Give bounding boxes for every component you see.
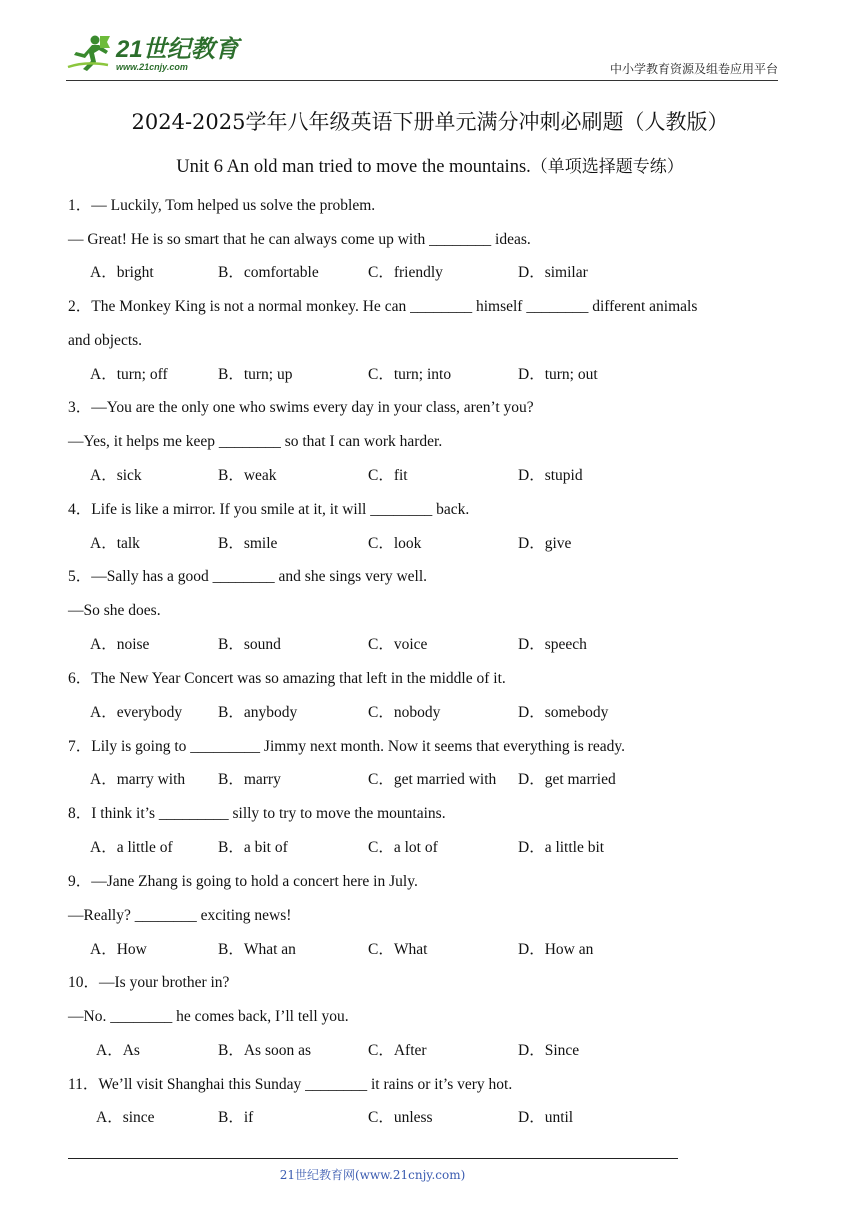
question-5-line-2: —So she does. xyxy=(68,602,161,619)
question-9-option-c[interactable]: C．What xyxy=(368,941,428,958)
question-1-option-a[interactable]: A．bright xyxy=(90,264,154,281)
question-6-option-a[interactable]: A．everybody xyxy=(90,704,183,721)
page-title: 2024-2025学年八年级英语下册单元满分冲刺必刷题（人教版） xyxy=(131,110,729,134)
question-1-option-b[interactable]: B．comfortable xyxy=(218,264,319,281)
question-5-option-b[interactable]: B．sound xyxy=(218,636,281,653)
page-subtitle xyxy=(0,152,860,178)
question-9-option-d[interactable]: D．How an xyxy=(518,941,594,958)
footer-divider xyxy=(68,1158,678,1159)
question-3-option-d[interactable]: D．stupid xyxy=(518,467,583,484)
question-5-option-d[interactable]: D．speech xyxy=(518,636,587,653)
question-8-option-b[interactable]: B．a bit of xyxy=(218,839,288,856)
question-11-option-a[interactable]: A．since xyxy=(96,1109,155,1126)
footer-text: 21世纪教育网(www.21cnjy.com) xyxy=(279,1168,466,1182)
question-8-line-1: 8．I think it’s _________ silly to try to move the mountains. xyxy=(68,805,446,822)
question-7-option-c[interactable]: C．get married with xyxy=(368,771,497,788)
question-8-option-d[interactable]: D．a little bit xyxy=(518,839,605,856)
question-2-line-2: and objects. xyxy=(68,332,143,349)
question-3-line-1: 3．—You are the only one who swims every day in your class, aren’t you? xyxy=(68,399,534,416)
header-platform-text: 中小学教育资源及组卷应用平台 xyxy=(609,62,778,76)
question-2-options xyxy=(0,365,860,385)
question-9-line-2: —Really? ________ exciting news! xyxy=(68,907,292,924)
question-7-option-a[interactable]: A．marry with xyxy=(90,771,186,788)
question-2-option-a[interactable]: A．turn; off xyxy=(90,366,168,383)
question-3-options xyxy=(0,466,860,486)
question-11-line-1: 11．We’ll visit Shanghai this Sunday ________ it rains or it’s very hot. xyxy=(68,1076,513,1093)
question-6-option-b[interactable]: B．anybody xyxy=(218,704,298,721)
question-11-option-c[interactable]: C．unless xyxy=(368,1109,433,1126)
question-6-option-c[interactable]: C．nobody xyxy=(368,704,441,721)
question-10-option-c[interactable]: C．After xyxy=(368,1042,427,1059)
question-10-option-b[interactable]: B．As soon as xyxy=(218,1042,312,1059)
question-4-option-d[interactable]: D．give xyxy=(518,535,572,552)
question-11-options xyxy=(0,1108,860,1128)
question-10-options xyxy=(0,1041,860,1061)
question-2-option-b[interactable]: B．turn; up xyxy=(218,366,293,383)
question-9-option-b[interactable]: B．What an xyxy=(218,941,296,958)
question-11-option-d[interactable]: D．until xyxy=(518,1109,574,1126)
question-7-line-1: 7．Lily is going to _________ Jimmy next month. Now it seems that everything is ready. xyxy=(68,738,625,755)
question-4-option-c[interactable]: C．look xyxy=(368,535,422,552)
question-5-line-1: 5．—Sally has a good ________ and she sings very well. xyxy=(68,568,428,585)
question-3-option-b[interactable]: B．weak xyxy=(218,467,277,484)
question-1-line-1: 1．— Luckily, Tom helped us solve the problem. xyxy=(68,197,376,214)
question-8-option-a[interactable]: A．a little of xyxy=(90,839,173,856)
question-10-option-a[interactable]: A．As xyxy=(96,1042,140,1059)
question-9-line-1: 9．—Jane Zhang is going to hold a concert here in July. xyxy=(68,873,418,890)
question-10-line-1: 10．—Is your brother in? xyxy=(68,974,230,991)
question-4-line-1: 4．Life is like a mirror. If you smile at it, it will ________ back. xyxy=(68,501,470,518)
question-3-option-a[interactable]: A．sick xyxy=(90,467,142,484)
question-7-options xyxy=(0,770,860,790)
question-4-options xyxy=(0,534,860,554)
subtitle-english: Unit 6 An old man tried to move the mountains. xyxy=(176,157,531,177)
question-8-option-c[interactable]: C．a lot of xyxy=(368,839,438,856)
logo-brand: 21世纪教育 xyxy=(116,36,239,63)
question-1-option-c[interactable]: C．friendly xyxy=(368,264,443,281)
question-1-options xyxy=(0,263,860,283)
question-1-option-d[interactable]: D．similar xyxy=(518,264,588,281)
question-4-option-b[interactable]: B．smile xyxy=(218,535,278,552)
question-6-options xyxy=(0,703,860,723)
question-4-option-a[interactable]: A．talk xyxy=(90,535,140,552)
question-6-line-1: 6．The New Year Concert was so amazing that left in the middle of it. xyxy=(68,670,506,687)
question-7-option-d[interactable]: D．get married xyxy=(518,771,616,788)
question-5-options xyxy=(0,635,860,655)
question-9-option-a[interactable]: A．How xyxy=(90,941,147,958)
question-9-options xyxy=(0,940,860,960)
logo xyxy=(66,34,239,72)
subtitle-chinese: （单项选择题专练） xyxy=(530,157,684,177)
question-11-option-b[interactable]: B．if xyxy=(218,1109,254,1126)
question-3-option-c[interactable]: C．fit xyxy=(368,467,408,484)
runner-logo-icon xyxy=(66,34,112,72)
question-5-option-c[interactable]: C．voice xyxy=(368,636,428,653)
question-7-option-b[interactable]: B．marry xyxy=(218,771,281,788)
question-8-options xyxy=(0,838,860,858)
question-1-line-2: — Great! He is so smart that he can always come up with ________ ideas. xyxy=(68,231,531,248)
question-2-option-c[interactable]: C．turn; into xyxy=(368,366,452,383)
question-3-line-2: —Yes, it helps me keep ________ so that I can work harder. xyxy=(68,433,443,450)
page-header xyxy=(66,30,778,81)
question-2-option-d[interactable]: D．turn; out xyxy=(518,366,598,383)
question-10-line-2: —No. ________ he comes back, I’ll tell you. xyxy=(68,1008,349,1025)
logo-url: www.21cnjy.com xyxy=(116,62,188,72)
question-2-line-1: 2．The Monkey King is not a normal monkey. He can ________ himself ________ different animals xyxy=(68,298,698,315)
question-5-option-a[interactable]: A．noise xyxy=(90,636,150,653)
question-10-option-d[interactable]: D．Since xyxy=(518,1042,580,1059)
question-6-option-d[interactable]: D．somebody xyxy=(518,704,609,721)
